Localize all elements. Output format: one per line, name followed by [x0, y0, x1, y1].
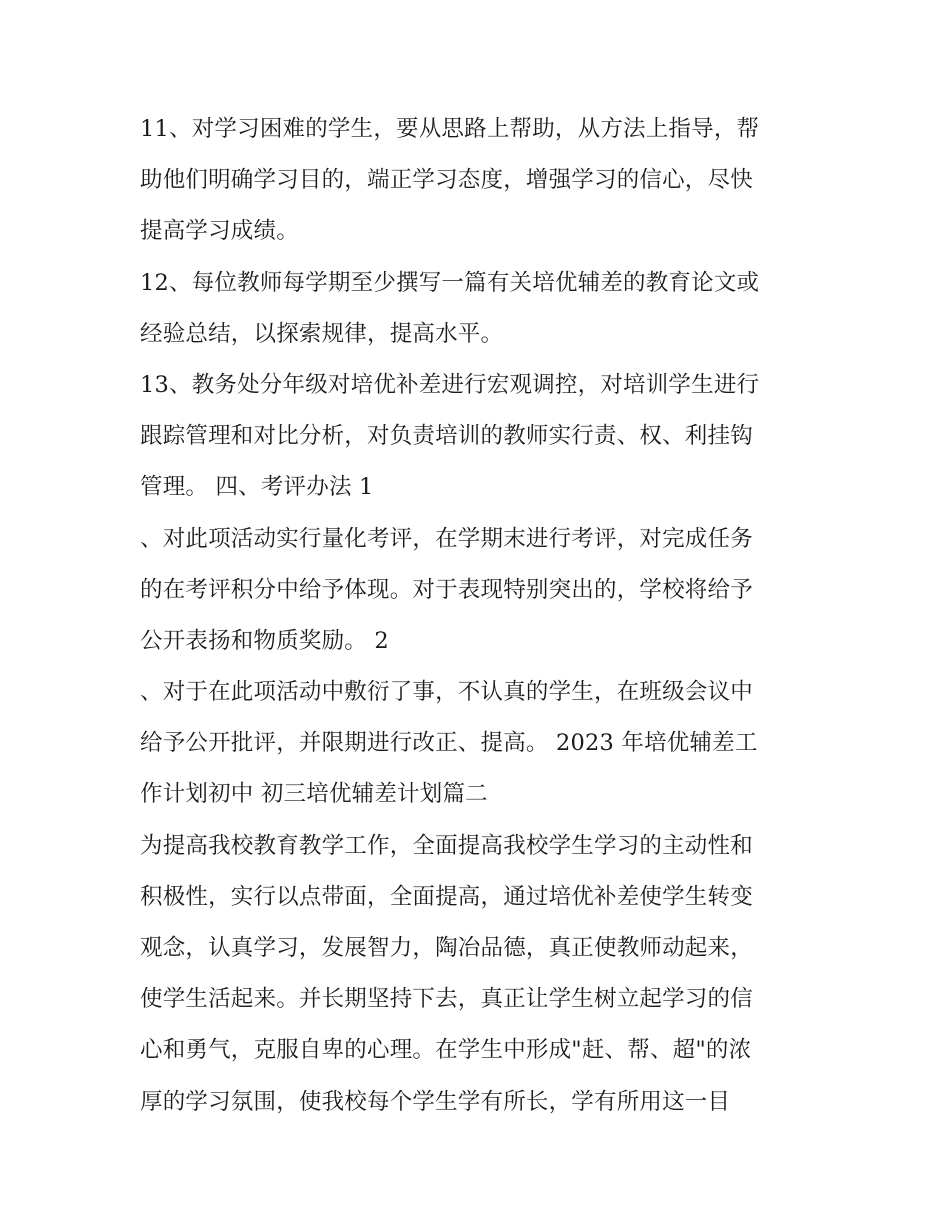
- text-line: 跟踪管理和对比分析，对负责培训的教师实行责、权、利挂钩: [140, 423, 753, 450]
- document-body: [140, 104, 820, 1128]
- text-line: 的在考评积分中给予体现。对于表现特别突出的，学校将给予: [140, 576, 753, 603]
- text-line: 观念，认真学习，发展智力，陶冶品德，真正使教师动起来，: [140, 935, 753, 961]
- text-line: 为提高我校教育教学工作，全面提高我校学生学习的主动性和: [140, 832, 753, 859]
- text-line: 厚的学习氛围，使我校每个学生学有所长，学有所用这一目: [140, 1088, 731, 1115]
- text-line: 使学生活起来。并长期坚持下去，真正让学生树立起学习的信: [140, 986, 753, 1013]
- text-line: 作计划初中 初三培优辅差计划篇二: [140, 781, 488, 808]
- text-line: 12、每位教师每学期至少撰写一篇有关培优辅差的教育论文或: [140, 269, 760, 296]
- text-line: 积极性，实行以点带面，全面提高，通过培优补差使学生转变: [140, 883, 753, 910]
- text-line: 管理。 四、考评办法 1: [140, 474, 374, 501]
- text-line: 提高学习成绩。: [140, 218, 299, 245]
- text-line: 心和勇气，克服自卑的心理。在学生中形成"赶、帮、超"的浓: [140, 1037, 752, 1064]
- text-line: 助他们明确学习目的，端正学习态度，增强学习的信心，尽快: [140, 167, 753, 194]
- text-line: 经验总结，以探索规律，提高水平。: [140, 320, 504, 347]
- text-line: 公开表扬和物质奖励。 2: [140, 627, 389, 654]
- text-line: 给予公开批评，并限期进行改正、提高。 2023 年培优辅差工: [140, 730, 758, 757]
- text-line: 、对此项活动实行量化考评，在学期末进行考评，对完成任务: [140, 525, 753, 552]
- text-line: 、对于在此项活动中敷衍了事，不认真的学生，在班级会议中: [140, 679, 753, 706]
- text-line: 13、教务处分年级对培优补差进行宏观调控，对培训学生进行: [140, 371, 760, 398]
- text-line: 11、对学习困难的学生，要从思路上帮助，从方法上指导，帮: [140, 116, 760, 142]
